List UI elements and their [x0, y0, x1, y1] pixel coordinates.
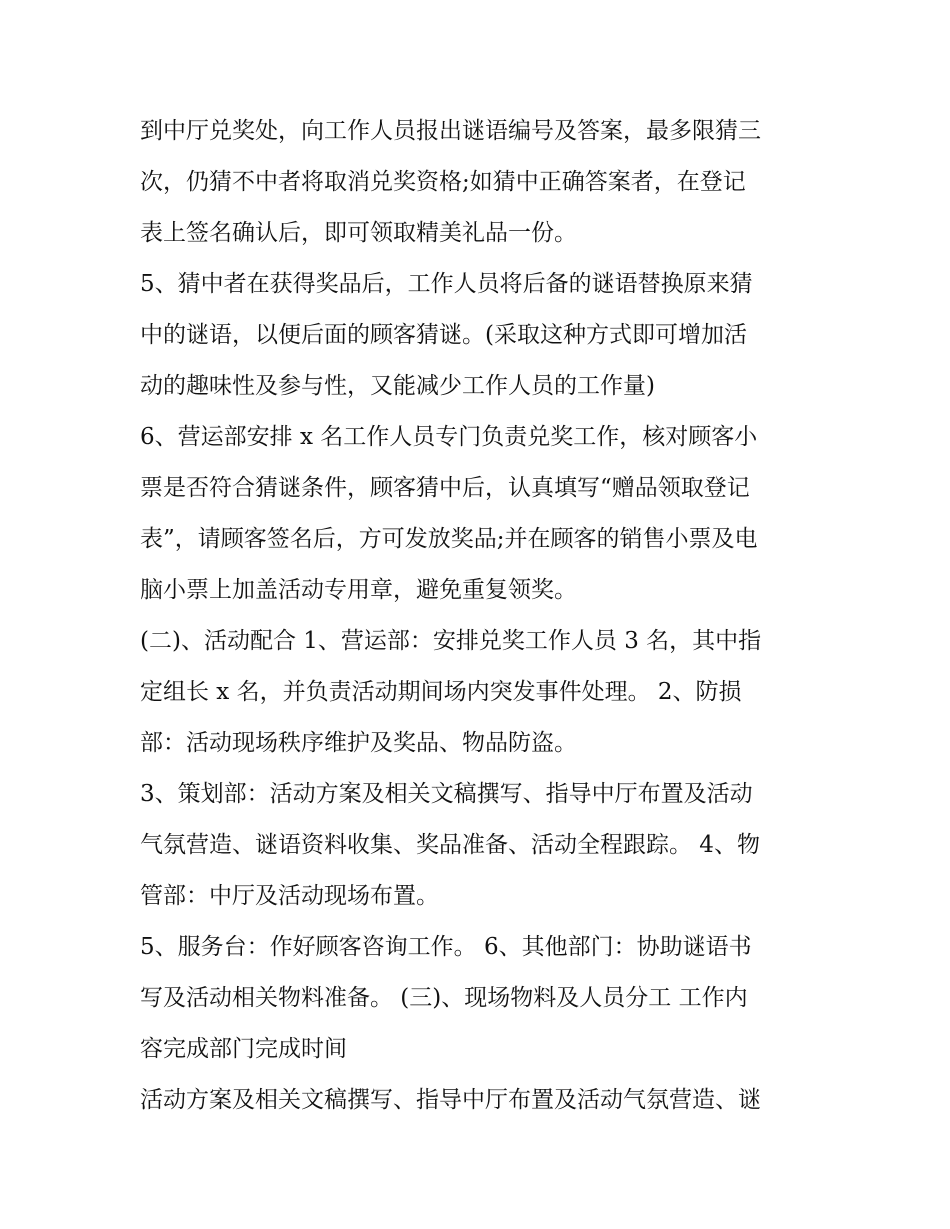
text-line: 活动方案及相关文稿撰写、指导中厅布置及活动气氛营造、谜	[140, 1087, 761, 1113]
text-line: 表上签名确认后，即可领取精美礼品一份。	[140, 220, 577, 246]
text-line: 容完成部门完成时间	[140, 1036, 347, 1062]
text-line: (二)、活动配合 1、营运部：安排兑奖工作人员 3 名，其中指	[140, 628, 762, 654]
text-line: 中的谜语，以便后面的顾客猜谜。(采取这种方式即可增加活	[140, 322, 747, 348]
text-line: 票是否符合猜谜条件，顾客猜中后，认真填写“赠品领取登记	[140, 475, 750, 501]
text-line: 3、策划部：活动方案及相关文稿撰写、指导中厅布置及活动	[140, 781, 753, 807]
text-line: 脑小票上加盖活动专用章，避免重复领奖。	[140, 577, 577, 603]
text-line: 表”，请顾客签名后，方可发放奖品;并在顾客的销售小票及电	[140, 526, 758, 552]
text-line: 定组长 x 名，并负责活动期间场内突发事件处理。 2、防损	[140, 679, 742, 705]
text-line: 5、猜中者在获得奖品后，工作人员将后备的谜语替换原来猜	[140, 271, 753, 297]
text-line: 写及活动相关物料准备。 (三)、现场物料及人员分工 工作内	[140, 985, 748, 1011]
text-line: 管部：中厅及活动现场布置。	[140, 883, 439, 909]
text-line: 6、营运部安排 x 名工作人员专门负责兑奖工作，核对顾客小	[140, 424, 758, 450]
text-line: 动的趣味性及参与性，又能减少工作人员的工作量)	[140, 373, 655, 399]
text-line: 部：活动现场秩序维护及奖品、物品防盗。	[140, 730, 577, 756]
text-line: 到中厅兑奖处，向工作人员报出谜语编号及答案，最多限猜三	[140, 118, 761, 144]
text-line: 次，仍猜不中者将取消兑奖资格;如猜中正确答案者，在登记	[140, 169, 746, 195]
document-body	[140, 106, 820, 1126]
text-line: 5、服务台：作好顾客咨询工作。 6、其他部门：协助谜语书	[140, 934, 752, 960]
text-line: 气氛营造、谜语资料收集、奖品准备、活动全程跟踪。 4、物	[140, 832, 760, 858]
